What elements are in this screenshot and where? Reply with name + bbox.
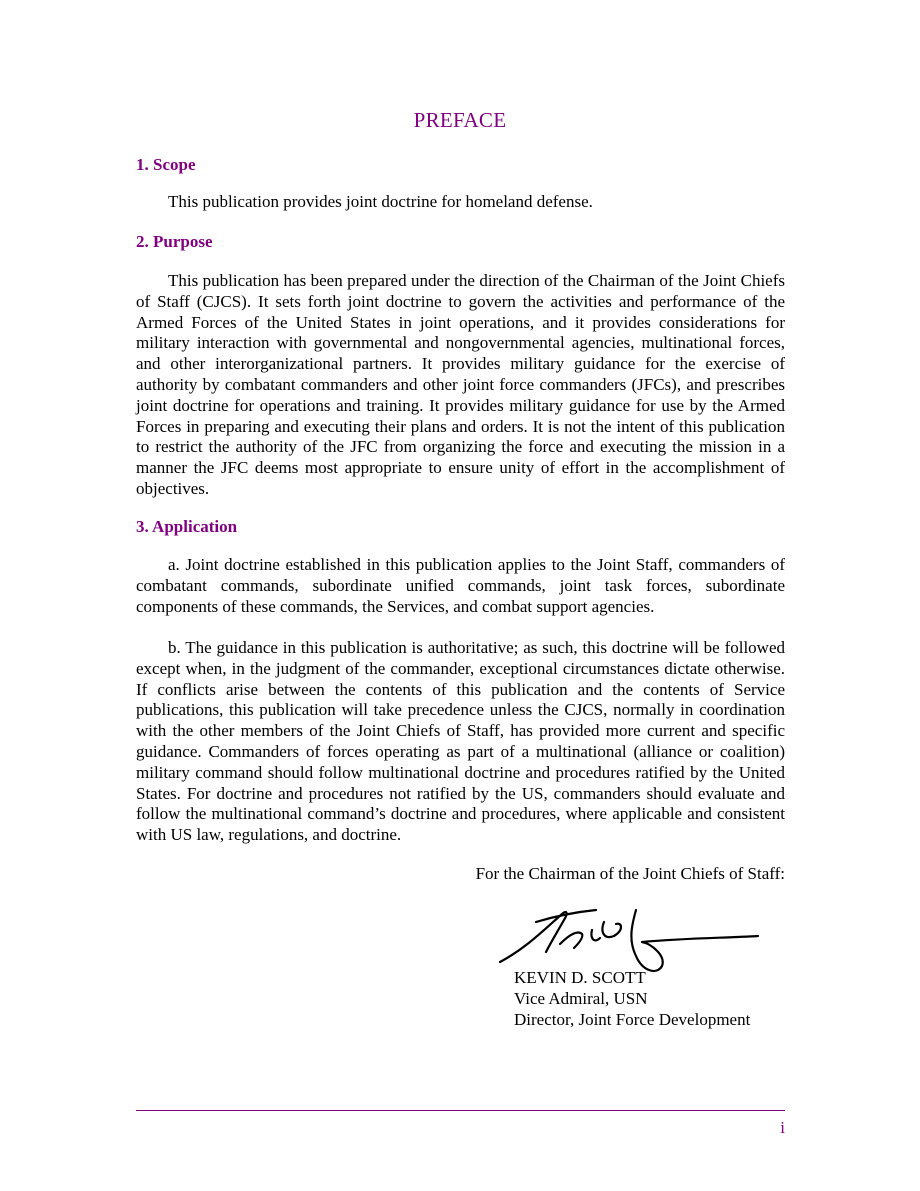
purpose-paragraph: This publication has been prepared under the direction of the Chairman of the Joint Chiefs of Staff (CJCS). It sets forth joint doctrine to govern the activities and performance of the Armed Forces of the United States in joint operations, and it provides considerations for military interaction with governmental and nongovernmental agencies, multinational forces, and other interorganizational partners. It provides military guidance for the exercise of authority by combatant commanders and other joint force commanders (JFCs), and prescribes joint doctrine for operations and training. It provides military guidance for use by the Armed Forces in preparing and executing their plans and orders. It is not the intent of this publication to restrict the authority of the JFC from organizing the force and executing the mission in a manner the JFC deems most appropriate to ensure unity of effort in the accomplishment of objectives. bbox=[136, 271, 785, 498]
section-heading-scope: 1. Scope bbox=[136, 155, 196, 174]
page-title: PREFACE bbox=[413, 108, 507, 132]
signatory-position: Director, Joint Force Development bbox=[514, 1010, 751, 1029]
scope-paragraph: This publication provides joint doctrine for homeland defense. bbox=[168, 192, 593, 211]
closing-line: For the Chairman of the Joint Chiefs of Staff: bbox=[475, 864, 785, 883]
signatory-name: KEVIN D. SCOTT bbox=[514, 968, 646, 987]
page-number: i bbox=[780, 1118, 785, 1137]
section-heading-purpose: 2. Purpose bbox=[136, 232, 213, 251]
signature-block bbox=[514, 967, 750, 1030]
section-heading-application: 3. Application bbox=[136, 517, 238, 536]
application-paragraph-b: b. The guidance in this publication is authoritative; as such, this doctrine will be followed except when, in the judgment of the commander, exceptional circumstances dictate otherwise. If conflicts arise between the contents of this publication and the contents of Service publications, this publication will take precedence unless the CJCS, normally in coordination with the other members of the Joint Chiefs of Staff, has provided more current and specific guidance. Commanders of forces operating as part of a multinational (alliance or coalition) military command should follow multinational doctrine and procedures ratified by the United States. For doctrine and procedures not ratified by the US, commanders should evaluate and follow the multinational command’s doctrine and procedures, where applicable and consistent with US law, regulations, and doctrine. bbox=[136, 638, 785, 845]
signatory-rank: Vice Admiral, USN bbox=[514, 989, 648, 1008]
footer-divider bbox=[136, 1110, 785, 1111]
application-paragraph-a: a. Joint doctrine established in this publication applies to the Joint Staff, commanders of combatant commands, subordinate unified commands, joint task forces, subordinate components of these commands, the Services, and combat support agencies. bbox=[136, 555, 785, 616]
